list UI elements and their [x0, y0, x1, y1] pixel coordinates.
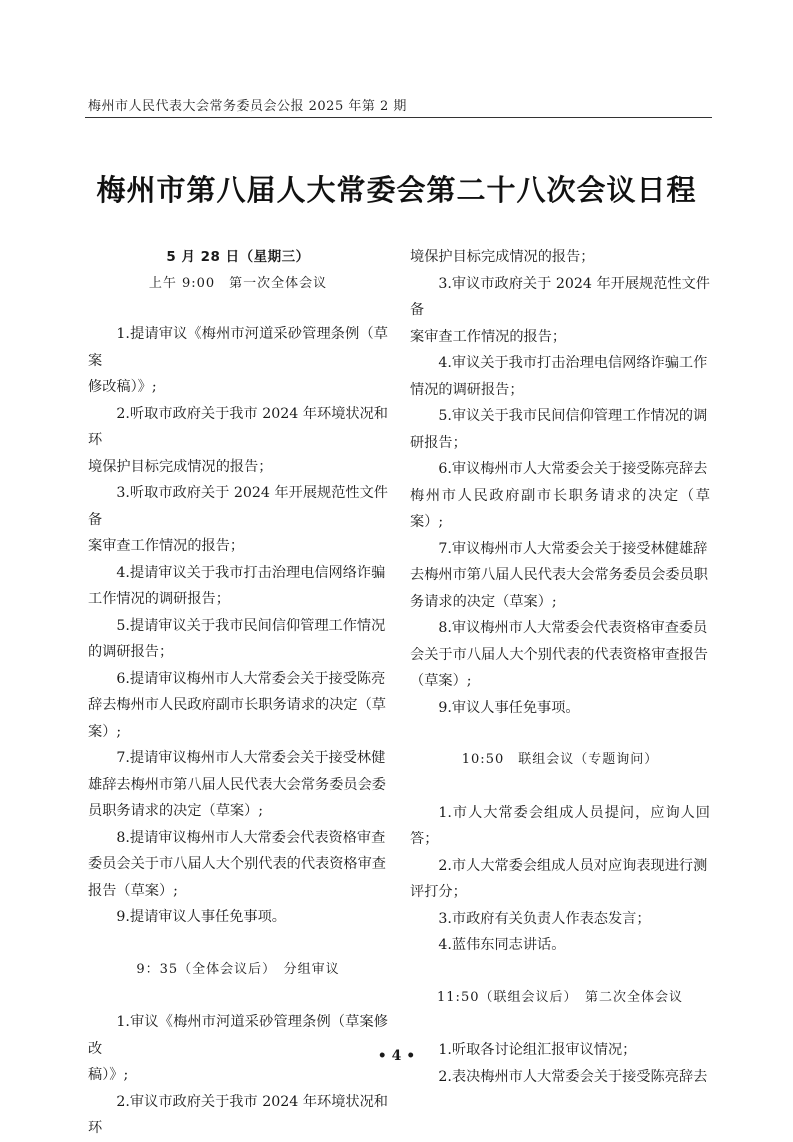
agenda-line: 6.审议梅州市人大常委会关于接受陈亮辞去 — [438, 461, 708, 477]
spacer — [88, 983, 388, 1009]
agenda-line: 务请求的决定（草案）; — [410, 593, 557, 610]
agenda-line: 5.提请审议关于我市民间信仰管理工作情况 — [116, 617, 386, 634]
right-column — [410, 244, 710, 1090]
agenda-line: 会关于市八届人大个别代表的代表资格审查报告 — [410, 646, 708, 663]
agenda-line: 3.审议市政府关于 2024 年开展规范性文件备 — [410, 275, 710, 318]
agenda-line: 案审查工作情况的报告； — [410, 328, 567, 345]
agenda-line: 报告（草案）; — [88, 882, 178, 899]
session-1-heading: 上午 9:00 第一次全体会议 — [148, 275, 328, 291]
document-title: 梅州市第八届人大常委会第二十八次会议日程 — [96, 173, 697, 207]
agenda-line: 1.听取各讨论组汇报审议情况； — [438, 1042, 637, 1058]
agenda-line: 2.审议市政府关于我市 2024 年环境状况和环 — [88, 1093, 388, 1136]
agenda-line: 7.提请审议梅州市人大常委会关于接受林健 — [116, 750, 386, 766]
agenda-line: 案审查工作情况的报告； — [88, 538, 245, 554]
running-header: 梅州市人民代表大会常务委员会公报 2025 年第 2 期 — [88, 99, 407, 114]
agenda-line: 1.提请审议《梅州市河道采砂管理条例（草案 — [88, 326, 388, 369]
agenda-line: 工作情况的调研报告； — [88, 591, 230, 607]
agenda-line: 修改稿）》; — [88, 379, 157, 395]
agenda-line: 1.市人大常委会组成人员提问，应询人回答； — [410, 804, 710, 847]
agenda-line: 2.表决梅州市人大常委会关于接受陈亮辞去 — [438, 1068, 708, 1085]
agenda-line: 评打分； — [410, 884, 467, 900]
spacer — [410, 721, 710, 747]
spacer — [88, 931, 388, 957]
agenda-line: 境保护目标完成情况的报告； — [410, 249, 595, 265]
agenda-line: 梅州市人民政府副市长职务请求的决定（草案）; — [410, 487, 710, 530]
agenda-line: 9.提请审议人事任免事项。 — [116, 909, 286, 925]
agenda-line: 委员会关于市八届人大个别代表的代表资格审查 — [88, 856, 386, 872]
spacer — [88, 297, 388, 321]
header-rule — [85, 117, 712, 118]
agenda-line: 6.提请审议梅州市人大常委会关于接受陈亮 — [116, 670, 386, 687]
agenda-line: 5.审议关于我市民间信仰管理工作情况的调 — [438, 408, 708, 424]
agenda-line: 稿）》; — [88, 1067, 129, 1083]
agenda-line: 8.审议梅州市人大常委会代表资格审查委员 — [438, 620, 708, 636]
left-column — [88, 244, 388, 1142]
agenda-line: 去梅州市第八届人民代表大会常务委员会委员职 — [410, 567, 708, 583]
session-2-heading: 9：35（全体会议后） 分组审议 — [136, 961, 340, 977]
agenda-line: 9.审议人事任免事项。 — [438, 699, 580, 716]
agenda-line: 2.市人大常委会组成人员对应询表现进行测 — [438, 857, 708, 874]
session-4-heading: 11:50（联组会议后） 第二次全体会议 — [437, 989, 683, 1005]
agenda-line: 辞去梅州市人民政府副市长职务请求的决定（草 — [88, 697, 386, 713]
session-3-heading: 10:50 联组会议（专题询问） — [461, 752, 659, 767]
agenda-line: 境保护目标完成情况的报告； — [88, 458, 273, 475]
agenda-line: 1.审议《梅州市河道采砂管理条例（草案修改 — [88, 1014, 388, 1057]
agenda-line: 7.审议梅州市人大常委会关于接受林健雄辞 — [438, 540, 708, 557]
agenda-line: 3.市政府有关负责人作表态发言； — [438, 910, 651, 927]
agenda-line: 4.提请审议关于我市打击治理电信网络诈骗 — [116, 564, 386, 581]
spacer — [410, 1011, 710, 1037]
date-line: 5 月 28 日（星期三） — [166, 249, 310, 265]
agenda-line: （草案）; — [410, 673, 472, 689]
agenda-line: 案）; — [88, 723, 122, 740]
agenda-line: 4.蓝伟东同志讲话。 — [438, 937, 566, 953]
agenda-line: 研报告； — [410, 434, 467, 451]
agenda-line: 8.提请审议梅州市人大常委会代表资格审查 — [116, 829, 386, 846]
agenda-line: 3.听取市政府关于 2024 年开展规范性文件备 — [88, 485, 388, 528]
agenda-line: 员职务请求的决定（草案）; — [88, 803, 264, 819]
agenda-line: 雄辞去梅州市第八届人民代表大会常务委员会委 — [88, 776, 386, 793]
agenda-line: 情况的调研报告； — [410, 381, 524, 398]
agenda-line: 2.听取市政府关于我市 2024 年环境状况和环 — [88, 405, 388, 448]
page-number: • 4 • — [377, 1048, 416, 1064]
agenda-line: 4.审议关于我市打击治理电信网络诈骗工作 — [438, 355, 708, 371]
spacer — [410, 774, 710, 800]
spacer — [410, 959, 710, 985]
agenda-line: 的调研报告； — [88, 644, 174, 660]
